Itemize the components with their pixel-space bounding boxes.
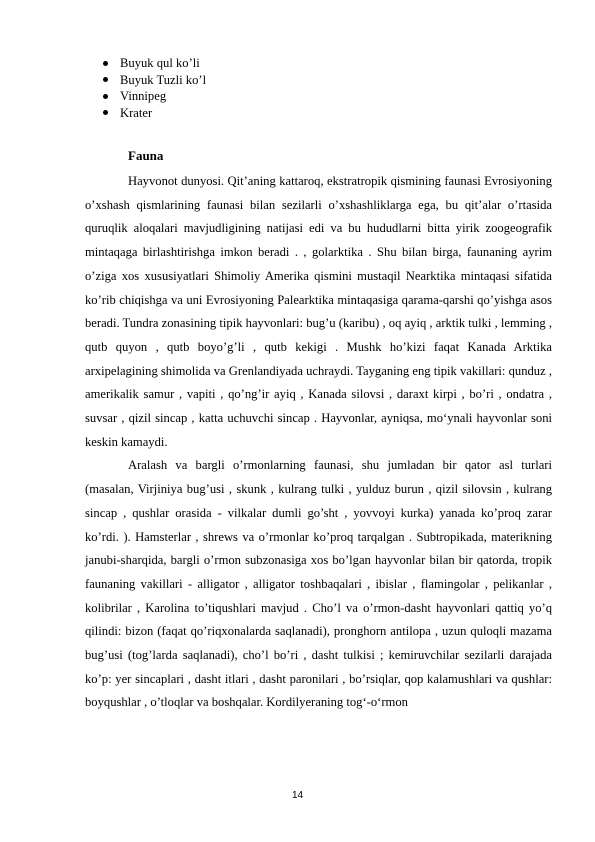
section-body [85, 170, 552, 715]
section-heading: Fauna [128, 148, 164, 163]
list-item-text: Krater [120, 105, 153, 120]
bullet-dot-icon [103, 61, 108, 66]
bullet-list [101, 55, 206, 121]
list-item [101, 72, 206, 89]
list-item [101, 55, 206, 72]
bullet-dot-icon [103, 110, 108, 115]
list-item-text: Buyuk Tuzli ko’l [120, 72, 207, 87]
list-item-text: Buyuk qul ko’li [120, 56, 200, 70]
bullet-dot-icon [103, 77, 108, 82]
list-item [101, 88, 206, 105]
paragraph: Hayvonot dunyosi. Qit’aning kattaroq, ekstratropik qismining faunasi Evrosiyoning o’xshash qismlarining faunasi bilan sezilarli o’xshashliklarga ega, bu qit’alar o’rtasida quruqlik aloqalari mavjudligining natijasi edi va bu hududlarni bitta yirik zoogeografik mintaqaga birlashtirishga imkon beradi . , golarktika . Shu bilan birga, faunaning ayrim o’ziga xos xususiyatlari Shimoliy Amerika qismini mustaqil Nearktika mintaqasi sifatida ko’rib chiqishga va uni Evrosiyoning Palearktika mintaqasiga qarama-qarshi qo’yishga asos beradi. Tundra zonasining tipik hayvonlari: bug’u (karibu) , oq ayiq , arktik tulki , lemming , qutb quyon , qutb boyo’g’li , qutb kekigi . Mushk ho’kizi faqat Kanada Arktika arxipelagining shimolida va Grenlandiyada uchraydi. Tayganing eng tipik vakillari: qunduz , amerikalik samur , vapiti , qo’ng’ir ayiq , Kanada silovsi , daraxt kirpi , bo’ri , ondatra , suvsar , qizil sincap , katta uchuvchi sincap . Hayvonlar, ayniqsa, mo‘ynali hayvonlar soni keskin kamaydi. [85, 174, 552, 449]
list-item [101, 105, 206, 122]
list-item-text: Vinnipeg [120, 89, 167, 103]
bullet-dot-icon [103, 94, 108, 99]
page-number: 14 [291, 790, 304, 801]
paragraph: Aralash va bargli o’rmonlarning faunasi, shu jumladan bir qator asl turlari (masalan, Virjiniya bug’usi , skunk , kulrang tulki , yulduz burun , qizil silovsin , kulrang sincap , qushlar orasida - vilkalar dumli go’sht , yovvoyi kurka) yanada ko’proq zarar ko’rdi. ). Hamsterlar , shrews va o’rmonlar ko’proq tarqalgan . Subtropikada, materikning janubi-sharqida, bargli o’rmon subzonasiga xos bo’lgan hayvonlar bilan bir qatorda, tropik faunaning vakillari - alligator , alligator toshbaqalari , ibislar , flamingolar , pelikanlar , kolibrilar , Karolina to’tiqushlari mavjud . Cho’l va o’rmon-dasht hayvonlari qattiq yo’q qilindi: bizon (faqat qo’riqxonalarda saqlanadi), pronghorn antilopa , uzun quloqli mazama bug’usi (tog’larda saqlanadi), cho’l bo’ri , dasht tulkisi ; kemiruvchilar sezilarli darajada ko’p: yer sincaplari , dasht itlari , dasht paronilari , bo’rsiqlar, qop kalamushlari va qushlar: boyqushlar , o’tloqlar va boshqalar. Kordilyeraning tog‘-o‘rmon [85, 458, 552, 710]
